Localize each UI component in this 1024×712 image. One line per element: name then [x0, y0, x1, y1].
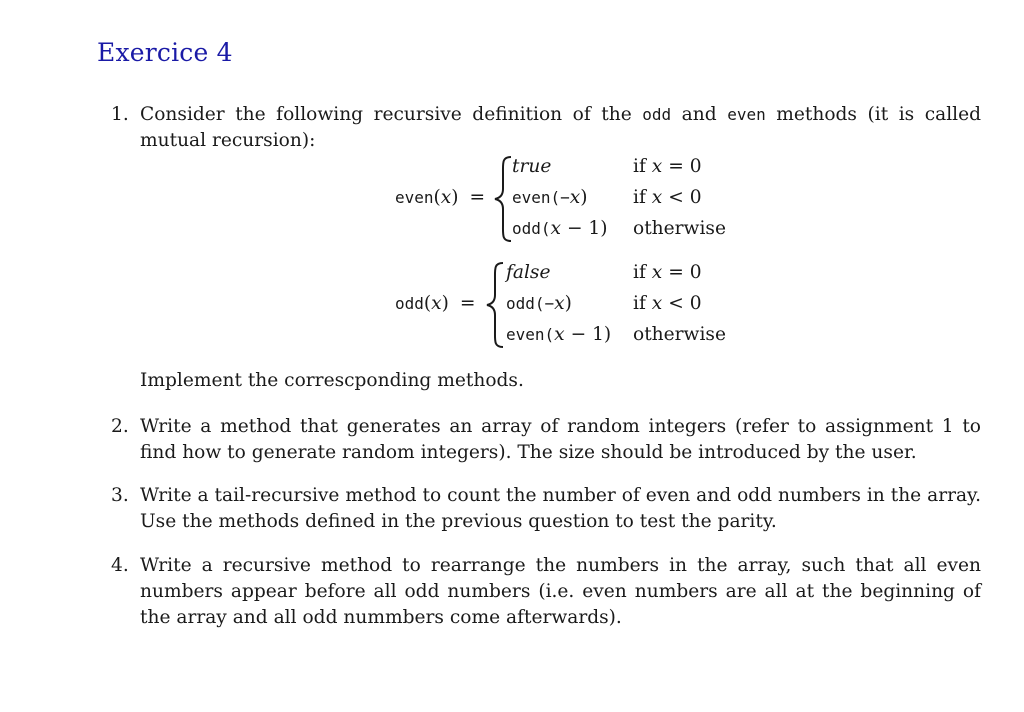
case-literal: false [506, 262, 551, 283]
fn-arg: x [440, 187, 452, 208]
case-value [512, 218, 608, 239]
code-odd: odd [642, 105, 672, 124]
cond-val: otherwise [633, 218, 726, 239]
list-item [111, 483, 981, 535]
item-text: Write a method that generates an array of random integers (refer to assignment 1 to find how to generate random integers). The size should be introduced by the user. [140, 416, 981, 463]
case-literal: true [512, 156, 552, 177]
item-text: Write a recursive method to rearrange the numbers in the array, such that all even numbers appear before all odd numbers (i.e. even numbers are all at the beginning of the array and all odd nummbers come afterwards). [140, 555, 981, 628]
case-literal: x [550, 218, 562, 239]
item-number: 1. [111, 104, 129, 125]
cond-val: 0 [689, 293, 702, 314]
cond-if: if [633, 187, 646, 208]
odd-definition-label: odd(x) = [395, 293, 480, 314]
cond-val: 0 [689, 156, 702, 177]
list-item [111, 553, 981, 631]
case-condition [633, 187, 702, 208]
case-fn: odd( [512, 219, 551, 238]
item-number: 2. [111, 416, 129, 437]
case-condition [633, 293, 702, 314]
cond-op: = [668, 156, 684, 177]
case-suffix: − 1) [564, 324, 612, 345]
item-text [140, 102, 981, 154]
case-value [506, 324, 611, 345]
case-literal: x [554, 324, 565, 345]
case-value [512, 187, 588, 208]
fn-arg: x [431, 293, 442, 314]
case-value [506, 293, 572, 314]
case-suffix: ) [564, 293, 572, 314]
fn-name: odd [395, 294, 424, 313]
item-text-part: Consider the following recursive definition of the [140, 104, 643, 125]
list-item [111, 102, 981, 154]
cond-if: if [633, 293, 646, 314]
cond-op: < [668, 293, 684, 314]
implement-note: Implement the correscponding methods. [140, 370, 524, 391]
cond-var: x [651, 262, 663, 283]
case-condition [633, 324, 726, 345]
page-title: Exercice 4 [97, 38, 233, 67]
left-brace-icon [484, 261, 508, 349]
case-condition [633, 218, 726, 239]
cond-var: x [651, 187, 663, 208]
cond-op: = [668, 262, 684, 283]
fn-name: even [395, 188, 434, 207]
list-item [111, 414, 981, 466]
cond-if: if [633, 156, 646, 177]
cond-val: 0 [689, 187, 702, 208]
even-definition-label: even(x) = [395, 187, 490, 208]
case-value [506, 262, 550, 283]
item-text-part: and [671, 104, 728, 125]
item-number: 3. [111, 485, 129, 506]
case-literal: x [554, 293, 565, 314]
cond-val: otherwise [633, 324, 726, 345]
equals-sign: = [469, 187, 486, 208]
case-suffix: − 1) [561, 218, 608, 239]
case-literal: x [569, 187, 581, 208]
case-fn: odd(− [506, 294, 555, 313]
case-condition [633, 262, 702, 283]
item-text-part: methods (it is called mutual recursion): [140, 104, 982, 151]
cond-op: < [668, 187, 684, 208]
case-fn: even( [506, 325, 555, 344]
cond-var: x [651, 293, 663, 314]
case-value [512, 156, 551, 177]
cond-val: 0 [689, 262, 702, 283]
cond-var: x [651, 156, 663, 177]
case-suffix: ) [580, 187, 588, 208]
equals-sign: = [459, 293, 476, 314]
item-text: Write a tail-recursive method to count the number of even and odd numbers in the array. Use the methods defined in the previous question to test the parity. [140, 485, 981, 532]
case-condition [633, 156, 702, 177]
cond-if: if [633, 262, 646, 283]
item-number: 4. [111, 555, 129, 576]
case-fn: even(− [512, 188, 570, 207]
code-even: even [727, 105, 766, 124]
